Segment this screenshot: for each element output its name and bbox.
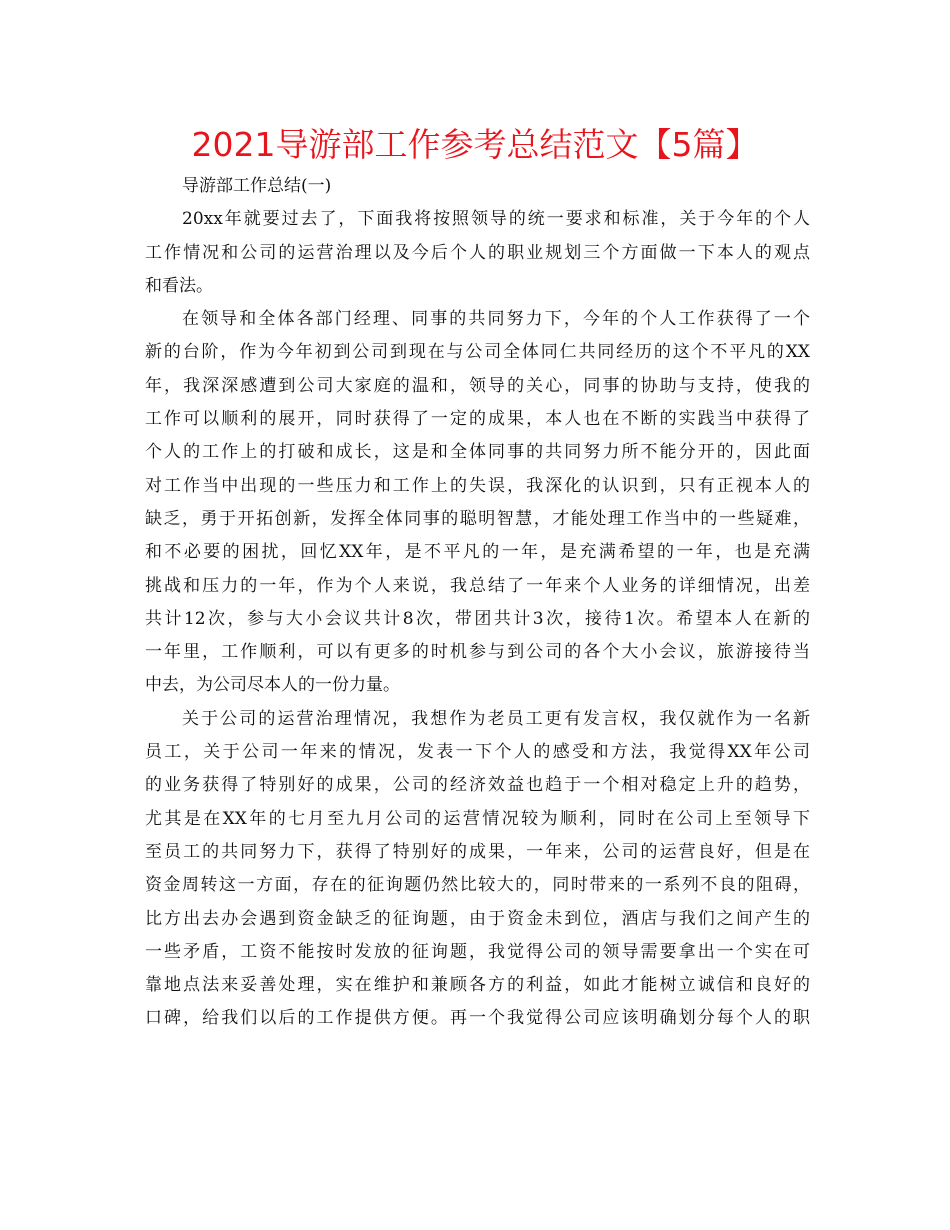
text-line: 一些矛盾，工资不能按时发放的征询题，我觉得公司的领导需要拿出一个实在可 — [145, 941, 810, 962]
text-line: 口碑，给我们以后的工作提供方便。再一个我觉得公司应该明确划分每个人的职 — [145, 1008, 810, 1029]
text-line: 对工作当中出现的一些压力和工作上的失误，我深化的认识到，只有正视本人的 — [145, 475, 810, 496]
text-line: 至员工的共同努力下，获得了特别好的成果，一年来，公司的运营良好，但是在 — [145, 841, 810, 862]
text-line: 中去，为公司尽本人的一份力量。 — [145, 675, 400, 696]
section-heading: 导游部工作总结(一) — [182, 176, 332, 196]
text-line: 缺乏，勇于开拓创新，发挥全体同事的聪明智慧，才能处理工作当中的一些疑难， — [145, 508, 810, 529]
text-line: 靠地点法来妥善处理，实在维护和兼顾各方的利益，如此才能树立诚信和良好的 — [145, 975, 810, 996]
text-line: 工作情况和公司的运营治理以及今后个人的职业规划三个方面做一下本人的观点 — [145, 242, 810, 263]
document-title: 2021导游部工作参考总结范文【5篇】 — [191, 125, 759, 164]
text-line: 20xx年就要过去了，下面我将按照领导的统一要求和标准，关于今年的个人 — [182, 209, 810, 230]
text-line: 的业务获得了特别好的成果，公司的经济效益也趋于一个相对稳定上升的趋势， — [145, 775, 810, 796]
text-line: 尤其是在XX年的七月至九月公司的运营情况较为顺利，同时在公司上至领导下 — [145, 808, 810, 829]
text-line: 挑战和压力的一年，作为个人来说，我总结了一年来个人业务的详细情况，出差 — [145, 575, 810, 596]
text-line: 个人的工作上的打破和成长，这是和全体同事的共同努力所不能分开的，因此面 — [145, 442, 810, 463]
text-line: 工作可以顺利的展开，同时获得了一定的成果，本人也在不断的实践当中获得了 — [145, 409, 810, 430]
text-line: 一年里，工作顺利，可以有更多的时机参与到公司的各个大小会议，旅游接待当 — [145, 642, 810, 663]
text-line: 共计12次，参与大小会议共计8次，带团共计3次，接待1次。希望本人在新的 — [145, 608, 810, 629]
text-line: 比方出去办会遇到资金缺乏的征询题，由于资金未到位，酒店与我们之间产生的 — [145, 908, 810, 929]
text-line: 资金周转这一方面，存在的征询题仍然比较大的，同时带来的一系列不良的阻碍， — [145, 875, 810, 896]
text-line: 在领导和全体各部门经理、同事的共同努力下，今年的个人工作获得了一个 — [182, 309, 810, 330]
text-line: 关于公司的运营治理情况，我想作为老员工更有发言权，我仅就作为一名新 — [182, 708, 810, 729]
text-line: 和看法。 — [145, 275, 213, 296]
text-line: 新的台阶，作为今年初到公司到现在与公司全体同仁共同经历的这个不平凡的XX — [145, 342, 810, 363]
document-body — [145, 170, 810, 1036]
text-line: 和不必要的困扰，回忆XX年，是不平凡的一年，是充满希望的一年，也是充满 — [145, 542, 810, 563]
text-line: 员工，关于公司一年来的情况，发表一下个人的感受和方法，我觉得XX年公司 — [145, 742, 810, 763]
text-line: 年，我深深感遭到公司大家庭的温和，领导的关心，同事的协助与支持，使我的 — [145, 375, 810, 396]
